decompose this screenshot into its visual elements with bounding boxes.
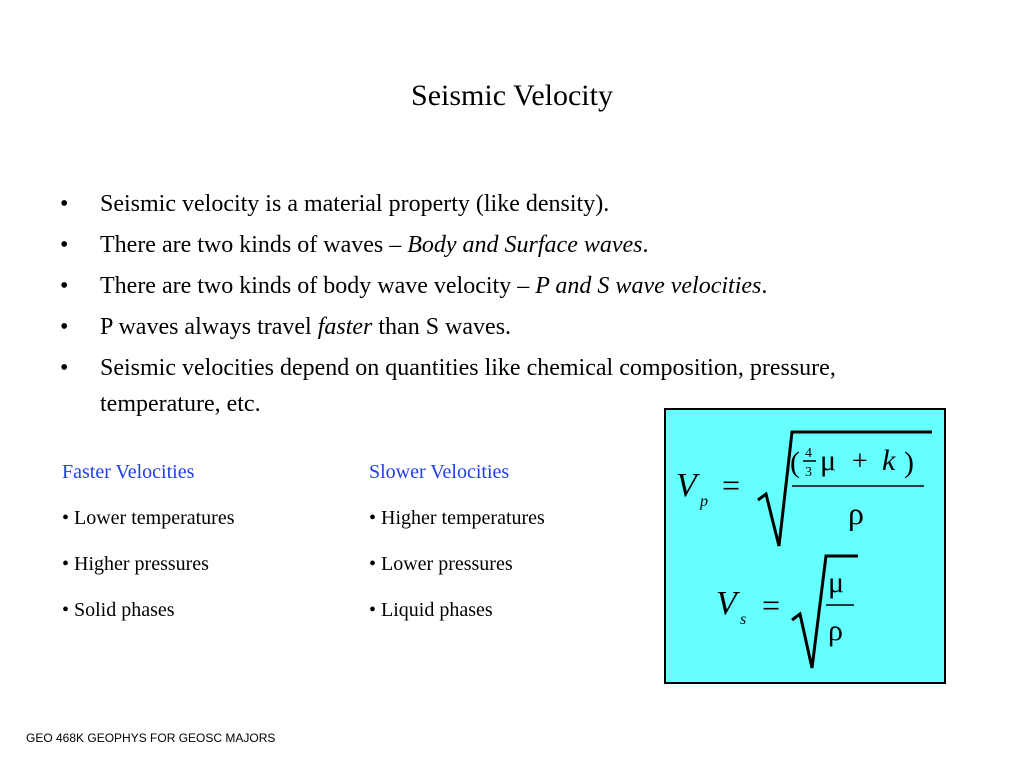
vp-frac-den: 3 <box>805 465 812 480</box>
vs-formula <box>716 556 858 668</box>
vs-mu: μ <box>828 566 845 599</box>
vp-close-paren: ) <box>904 446 914 479</box>
vp-symbol: V <box>676 467 697 504</box>
bullet-emphasis: faster <box>317 314 373 340</box>
bullet-item <box>60 309 900 345</box>
faster-item: • Lower temperatures <box>62 507 235 529</box>
bullet-tail: . <box>642 232 649 258</box>
bullet-dot: • <box>60 232 69 258</box>
vs-equals: = <box>762 587 781 623</box>
vs-symbol: V <box>716 585 737 622</box>
vp-plus: + <box>852 446 868 477</box>
faster-velocities-heading: Faster Velocities <box>62 461 195 483</box>
bullet-text: There are two kinds of body wave velocity – <box>100 273 536 299</box>
slower-velocities-heading: Slower Velocities <box>369 461 510 483</box>
vs-rho: ρ <box>828 614 843 647</box>
slower-item: • Liquid phases <box>369 599 493 621</box>
vp-mu: μ <box>820 444 837 477</box>
vp-k: k <box>882 444 896 477</box>
bullet-text: Seismic velocities depend on quantities like chemical composition, pressure, temperature, etc. <box>100 355 836 417</box>
vp-rho: ρ <box>848 495 864 531</box>
bullet-dot: • <box>60 273 69 299</box>
bullet-dot: • <box>60 191 69 217</box>
slower-velocities-column <box>369 457 649 641</box>
faster-item: • Higher pressures <box>62 553 209 575</box>
bullet-dot: • <box>60 355 69 381</box>
velocity-formula-box <box>664 408 946 684</box>
bullet-item <box>60 268 900 304</box>
vs-subscript: s <box>740 611 747 628</box>
vp-frac-num: 4 <box>805 446 812 461</box>
vp-subscript: p <box>700 493 708 510</box>
bullet-list <box>60 186 900 427</box>
bullet-emphasis: Body and Surface waves <box>407 232 643 258</box>
slide-title: Seismic Velocity <box>411 79 613 112</box>
velocity-formulas <box>666 410 944 682</box>
slower-item: • Lower pressures <box>369 553 513 575</box>
bullet-emphasis: P and S wave velocities <box>535 273 762 299</box>
bullet-text: P waves always travel <box>100 314 318 340</box>
vs-sqrt-icon <box>792 556 858 668</box>
bullet-tail: . <box>761 273 768 299</box>
bullet-item <box>60 227 900 263</box>
slower-item: • Higher temperatures <box>369 507 545 529</box>
bullet-text: There are two kinds of waves – <box>100 232 408 258</box>
faster-velocities-column <box>62 457 342 641</box>
vp-equals: = <box>722 467 741 503</box>
bullet-item <box>60 186 900 222</box>
vp-open-paren: ( <box>790 446 800 479</box>
bullet-dot: • <box>60 314 69 340</box>
course-footer: GEO 468K GEOPHYS FOR GEOSC MAJORS <box>26 731 276 745</box>
bullet-text: Seismic velocity is a material property (like density). <box>100 191 610 217</box>
vp-formula <box>676 432 932 546</box>
bullet-tail: than S waves. <box>372 314 512 340</box>
faster-item: • Solid phases <box>62 599 175 621</box>
